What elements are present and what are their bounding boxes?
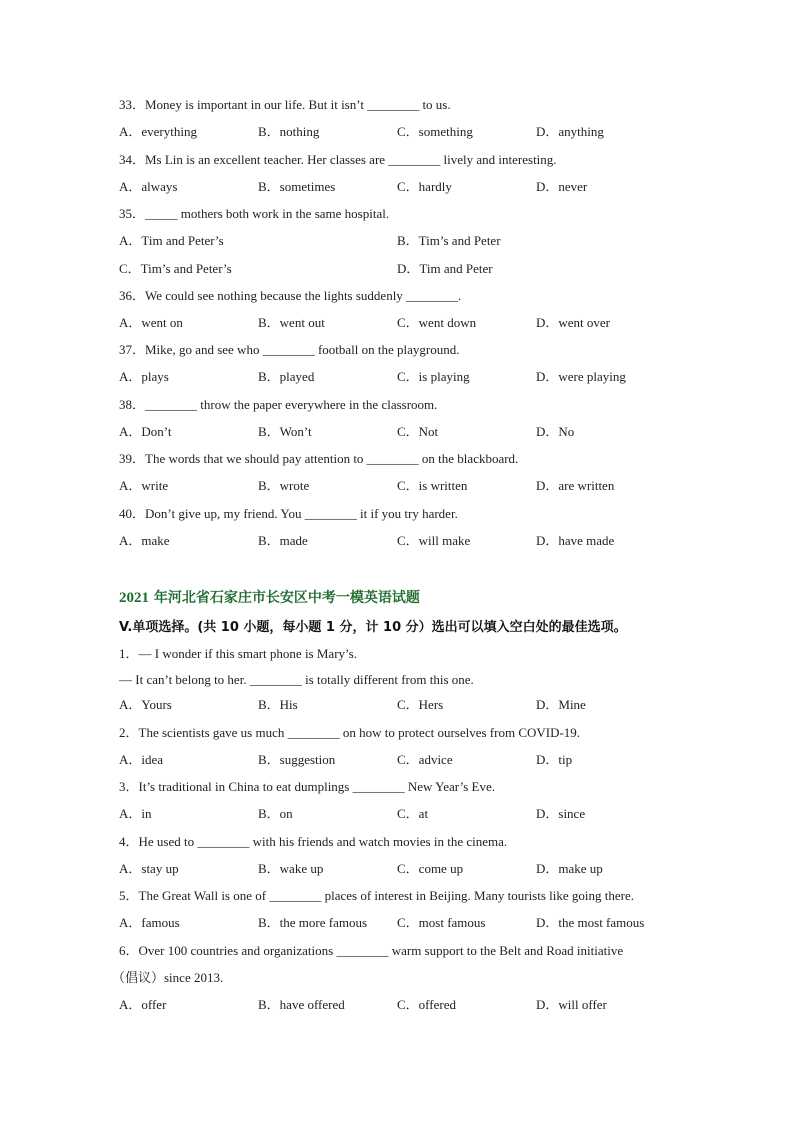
question-39-stem: 39．The words that we should pay attention to ________ on the blackboard.	[119, 451, 519, 466]
question-36-option-c: C．went down	[397, 315, 477, 330]
question-5-option-a: A．famous	[119, 915, 180, 930]
section-title-text: 年河北省石家庄市长安区中考一模英语试题	[149, 590, 420, 606]
question-3-option-d: D．since	[536, 806, 586, 821]
question-39-option-c: C．is written	[397, 478, 468, 493]
question-36-stem: 36．We could see nothing because the lights suddenly ________.	[119, 288, 462, 303]
question-39-option-d: D．are written	[536, 478, 615, 493]
question-5-option-b: B．the more famous	[258, 915, 368, 930]
question-3-option-a: A．in	[119, 806, 152, 821]
question-35-stem: 35．_____ mothers both work in the same hospital.	[119, 206, 390, 221]
question-38-stem: 38．________ throw the paper everywhere in the classroom.	[119, 397, 438, 412]
question-2-option-b: B．suggestion	[258, 752, 336, 767]
question-6-stem-line2: （倡议）since 2013.	[112, 970, 224, 985]
question-6-stem-line1: 6．Over 100 countries and organizations ________ warm support to the Belt and Road initiative	[119, 943, 624, 958]
question-40-option-b: B．made	[258, 533, 308, 548]
question-33-option-d: D．anything	[536, 124, 604, 139]
question-1-stem-line1: 1．— I wonder if this smart phone is Mary’s.	[119, 646, 357, 661]
question-40-stem: 40．Don’t give up, my friend. You ________ it if you try harder.	[119, 506, 458, 521]
question-33-option-b: B．nothing	[258, 124, 320, 139]
question-37-option-a: A．plays	[119, 369, 169, 384]
question-6-option-c: C．offered	[397, 997, 456, 1012]
question-40-option-a: A．make	[119, 533, 170, 548]
question-37-stem: 37．Mike, go and see who ________ football on the playground.	[119, 342, 460, 357]
question-34-option-d: D．never	[536, 179, 588, 194]
question-3-option-c: C．at	[397, 806, 429, 821]
question-38-option-c: C．Not	[397, 424, 439, 439]
question-34-stem: 34．Ms Lin is an excellent teacher. Her classes are ________ lively and interesting.	[119, 152, 557, 167]
question-5-option-c: C．most famous	[397, 915, 486, 930]
question-35-option-b: B．Tim’s and Peter	[397, 233, 501, 248]
question-39-option-b: B．wrote	[258, 478, 310, 493]
question-34-option-b: B．sometimes	[258, 179, 336, 194]
question-1-option-a: A．Yours	[119, 697, 172, 712]
question-4-option-c: C．come up	[397, 861, 464, 876]
question-1-option-b: B．His	[258, 697, 298, 712]
question-34-option-c: C．hardly	[397, 179, 452, 194]
section-instruction: V.单项选择。(共 10 小题，每小题 1 分，计 10 分）选出可以填入空白处的最佳选项。	[119, 620, 627, 635]
question-34-option-a: A．always	[119, 179, 178, 194]
question-1-stem-line2: — It can’t belong to her. ________ is totally different from this one.	[119, 672, 474, 687]
question-2-option-d: D．tip	[536, 752, 573, 767]
question-33-stem: 33．Money is important in our life. But it isn’t ________ to us.	[119, 97, 451, 112]
question-4-option-d: D．make up	[536, 861, 603, 876]
question-1-option-c: C．Hers	[397, 697, 444, 712]
section-title-year: 2021	[119, 590, 149, 606]
question-5-option-d: D．the most famous	[536, 915, 645, 930]
question-4-option-a: A．stay up	[119, 861, 179, 876]
question-4-option-b: B．wake up	[258, 861, 324, 876]
question-38-option-d: D．No	[536, 424, 575, 439]
question-2-stem: 2．The scientists gave us much ________ on how to protect ourselves from COVID-19.	[119, 725, 581, 740]
question-5-stem: 5．The Great Wall is one of ________ places of interest in Beijing. Many tourists like going there.	[119, 888, 634, 903]
question-38-option-a: A．Don’t	[119, 424, 172, 439]
question-36-option-d: D．went over	[536, 315, 611, 330]
question-6-option-d: D．will offer	[536, 997, 607, 1012]
question-40-option-c: C．will make	[397, 533, 471, 548]
question-3-option-b: B．on	[258, 806, 293, 821]
question-37-option-c: C．is playing	[397, 369, 470, 384]
question-37-option-b: B．played	[258, 369, 315, 384]
question-35-option-d: D．Tim and Peter	[397, 261, 493, 276]
question-1-option-d: D．Mine	[536, 697, 586, 712]
question-6-option-b: B．have offered	[258, 997, 345, 1012]
question-2-option-a: A．idea	[119, 752, 164, 767]
question-3-stem: 3．It’s traditional in China to eat dumplings ________ New Year’s Eve.	[119, 779, 495, 794]
question-33-option-a: A．everything	[119, 124, 197, 139]
question-35-option-a: A．Tim and Peter’s	[119, 233, 224, 248]
question-2-option-c: C．advice	[397, 752, 453, 767]
question-38-option-b: B．Won’t	[258, 424, 312, 439]
question-33-option-c: C．something	[397, 124, 473, 139]
question-37-option-d: D．were playing	[536, 369, 626, 384]
section-title	[119, 589, 420, 607]
question-35-option-c: C．Tim’s and Peter’s	[119, 261, 232, 276]
question-40-option-d: D．have made	[536, 533, 615, 548]
question-39-option-a: A．write	[119, 478, 169, 493]
question-6-option-a: A．offer	[119, 997, 167, 1012]
question-4-stem: 4．He used to ________ with his friends and watch movies in the cinema.	[119, 834, 508, 849]
question-36-option-b: B．went out	[258, 315, 325, 330]
question-36-option-a: A．went on	[119, 315, 183, 330]
